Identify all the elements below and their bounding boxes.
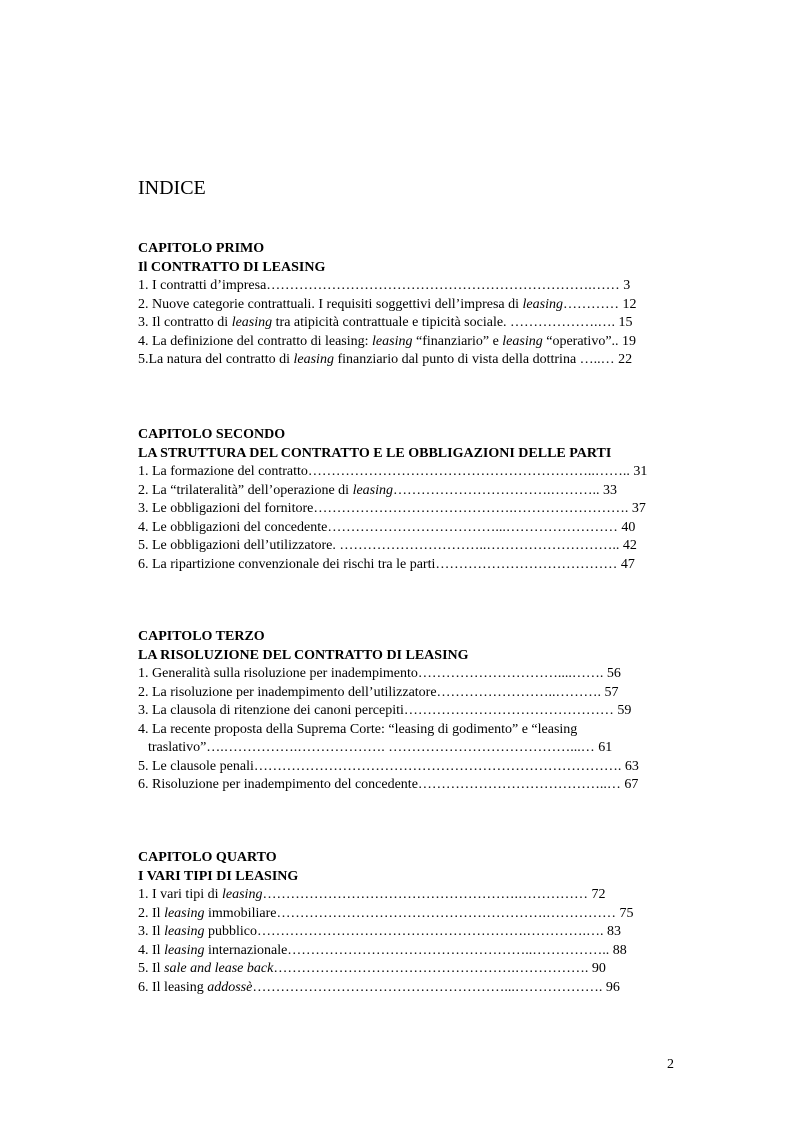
chapter-2 <box>138 425 713 574</box>
chapter-3 <box>138 627 713 795</box>
toc-entry <box>138 702 713 721</box>
toc-entry-text: “operativo”.. 19 <box>542 333 637 349</box>
toc-entry-text: ………… 12 <box>562 296 637 312</box>
toc-entry <box>138 960 713 979</box>
toc-entry <box>138 739 713 758</box>
toc-entry-text: 2. Nuove categorie contrattuali. I requisiti soggettivi dell’impresa di <box>138 296 523 312</box>
toc-entry-text: 1. La formazione del contratto……………………………………………………..…….. 31 <box>138 464 648 479</box>
chapter-label: CAPITOLO QUARTO <box>138 850 277 865</box>
chapter-title: I VARI TIPI DI LEASING <box>138 869 299 884</box>
toc-entry-italic-text: leasing <box>231 315 273 330</box>
toc-entry-text: 5. Le obbligazioni dell’utilizzatore. …………………………..……………………….. 42 <box>138 538 637 553</box>
toc-entry <box>138 333 713 352</box>
toc-entries <box>138 463 713 574</box>
toc-entry-text: 5. Il <box>138 961 165 976</box>
toc-entry-italic-text: leasing <box>522 296 563 312</box>
toc-entry-text: 4. Il <box>138 942 165 958</box>
toc-entry-text: 1. Generalità sulla risoluzione per inadempimento…………………………....……. 56 <box>138 666 621 681</box>
toc-entry <box>138 482 713 501</box>
page-title: INDICE <box>138 177 206 199</box>
toc-entries <box>138 665 713 795</box>
toc-entry <box>138 314 713 333</box>
toc-entry-text: 4. Le obbligazioni del concedente………………………………...…………………… 40 <box>138 519 636 535</box>
toc-entry-text: 4. La definizione del contratto di leasing: <box>138 333 373 349</box>
toc-entry-italic-text: leasing <box>293 352 334 367</box>
toc-entry-text: …………………………………………….……………. 90 <box>273 961 606 976</box>
toc-entry-text: pubblico………………………………………………….………….…. 83 <box>204 924 622 939</box>
toc-entry-text: 6. Risoluzione per inadempimento del concedente…………………………………..… 67 <box>138 777 639 792</box>
toc-entry <box>138 296 713 315</box>
toc-entry <box>138 758 713 777</box>
toc-entry-italic-text: leasing <box>164 905 205 921</box>
toc-entry-text: tra atipicità contrattuale e tipicità sociale. ……………….…. 15 <box>272 315 633 330</box>
toc-entry <box>138 979 713 998</box>
toc-entry-text: 2. La “trilateralità” dell’operazione di <box>138 482 353 498</box>
page-number: 2 <box>667 1057 674 1072</box>
toc-entry-italic-text: leasing <box>352 482 394 498</box>
toc-entry-text: 1. I vari tipi di <box>138 887 222 902</box>
toc-entry-text: traslativo”….…………….………………. …………………………………...… 61 <box>148 740 613 755</box>
toc-entry-italic-text: sale and lease back <box>164 961 274 976</box>
chapter-1 <box>138 239 713 370</box>
toc-entry-text: 5. Le clausole penali……………………………………………………………………. 63 <box>138 758 639 774</box>
toc-entry-text: 3. La clausola di ritenzione dei canoni percepiti……………………………………… 59 <box>138 703 632 718</box>
toc-entry-text: …………………………….……….. 33 <box>393 482 618 498</box>
chapter-title: Il CONTRATTO DI LEASING <box>138 260 326 275</box>
toc-entry-text: ……………………………………………….…………… 72 <box>262 887 606 902</box>
chapter-title: LA STRUTTURA DEL CONTRATTO E LE OBBLIGAZIONI DELLE PARTI <box>138 446 612 461</box>
toc-entry-text: 3. Il contratto di <box>138 315 232 330</box>
toc-entry-italic-text: leasing <box>502 333 543 349</box>
toc-entry-text: “finanziario” e <box>412 333 503 349</box>
toc-entry <box>138 277 713 296</box>
toc-entries <box>138 277 713 370</box>
toc-entry <box>138 665 713 684</box>
toc-entry-text: internazionale……………………………………………..…………….. 88 <box>204 942 627 958</box>
toc-entry-italic-text: leasing <box>164 942 205 958</box>
toc-entry-text: immobiliare………………………………………………….…………… 75 <box>204 905 634 921</box>
chapter-label: CAPITOLO PRIMO <box>138 241 265 256</box>
toc-entry-text: 2. La risoluzione per inadempimento dell’utilizzatore……………………..………. 57 <box>138 684 619 700</box>
chapter-label: CAPITOLO SECONDO <box>138 427 286 442</box>
toc-entry <box>138 776 713 795</box>
chapter-label: CAPITOLO TERZO <box>138 629 265 644</box>
toc-entry-italic-text: leasing <box>222 887 263 902</box>
toc-entry <box>138 537 713 556</box>
toc-entry-text: 3. Le obbligazioni del fornitore…………………………………….……………………. 37 <box>138 501 646 516</box>
toc-entry <box>138 351 713 370</box>
toc-entry-italic-text: leasing <box>164 924 205 939</box>
toc-entry-text: 2. Il <box>138 905 165 921</box>
toc-entry <box>138 905 713 924</box>
toc-entry-text: 4. La recente proposta della Suprema Corte: “leasing di godimento” e “leasing <box>138 721 578 737</box>
toc-entry-text: ………………………………………………...………………. 96 <box>252 979 620 995</box>
toc-entry-text: 5.La natura del contratto di <box>138 352 294 367</box>
toc-entry-italic-text: leasing <box>372 333 413 349</box>
chapter-title: LA RISOLUZIONE DEL CONTRATTO DI LEASING <box>138 648 469 663</box>
toc-entry-text: 3. Il <box>138 924 165 939</box>
toc-entry <box>138 463 713 482</box>
toc-entry <box>138 886 713 905</box>
toc-entry <box>138 923 713 942</box>
toc-entry-text: finanziario dal punto di vista della dottrina …..… 22 <box>333 352 633 367</box>
toc-entries <box>138 886 713 997</box>
chapter-4 <box>138 848 713 997</box>
toc-entry <box>138 556 713 575</box>
toc-entry <box>138 519 713 538</box>
toc-entry-text: 6. Il leasing <box>138 979 208 995</box>
toc-entry <box>138 500 713 519</box>
toc-entry-text: 1. I contratti d’impresa…………………………………………………………….…… 3 <box>138 278 631 293</box>
toc-entry-text: 6. La ripartizione convenzionale dei rischi tra le parti………………………………… 47 <box>138 556 635 572</box>
toc-entry <box>138 942 713 961</box>
toc-entry <box>138 721 713 740</box>
toc-entry-italic-text: addossè <box>207 979 253 995</box>
toc-entry <box>138 684 713 703</box>
